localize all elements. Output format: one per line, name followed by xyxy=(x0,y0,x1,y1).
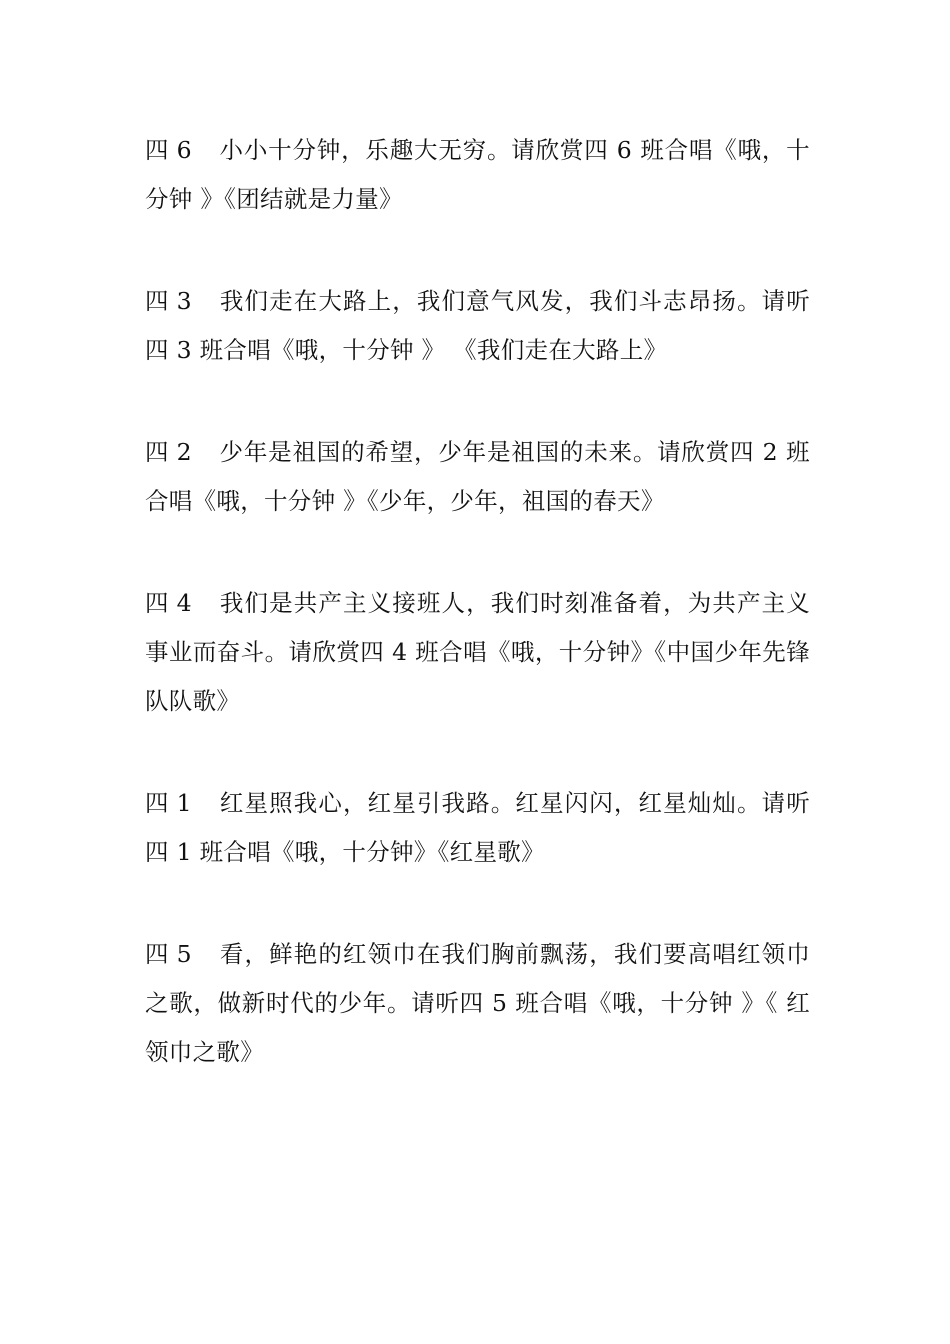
paragraph-text: 我们走在大路上，我们意气风发，我们斗志昂扬。请听四 3 班合唱《哦，十分钟 》 《我们走在大路上》 xyxy=(145,287,810,364)
class-label: 四 1 xyxy=(145,789,192,817)
paragraph-class-4-1 xyxy=(145,779,810,877)
paragraph-text: 少年是祖国的希望，少年是祖国的未来。请欣赏四 2 班合唱《哦，十分钟 》《少年，少年，祖国的春天》 xyxy=(145,438,810,515)
paragraph-text: 小小十分钟，乐趣大无穷。请欣赏四 6 班合唱《哦，十分钟 》《团结就是力量》 xyxy=(145,136,810,213)
paragraph-text: 我们是共产主义接班人，我们时刻准备着，为共产主义事业而奋斗。请欣赏四 4 班合唱《哦，十分钟》《中国少年先锋队队歌》 xyxy=(145,589,810,715)
paragraph-class-4-6 xyxy=(145,126,810,224)
class-label: 四 6 xyxy=(145,136,192,164)
paragraph-text: 看，鲜艳的红领巾在我们胸前飘荡，我们要高唱红领巾之歌，做新时代的少年。请听四 5 班合唱《哦，十分钟 》《 红领巾之歌》 xyxy=(145,940,810,1066)
class-label: 四 3 xyxy=(145,287,192,315)
paragraph-text: 红星照我心，红星引我路。红星闪闪，红星灿灿。请听四 1 班合唱《哦，十分钟》《红星歌》 xyxy=(145,789,810,866)
class-label: 四 4 xyxy=(145,589,192,617)
class-label: 四 2 xyxy=(145,438,192,466)
paragraph-class-4-2 xyxy=(145,428,810,526)
paragraph-class-4-4 xyxy=(145,579,810,726)
paragraph-class-4-5 xyxy=(145,930,810,1077)
class-label: 四 5 xyxy=(145,940,192,968)
paragraph-class-4-3 xyxy=(145,277,810,375)
document-body xyxy=(145,126,810,1130)
